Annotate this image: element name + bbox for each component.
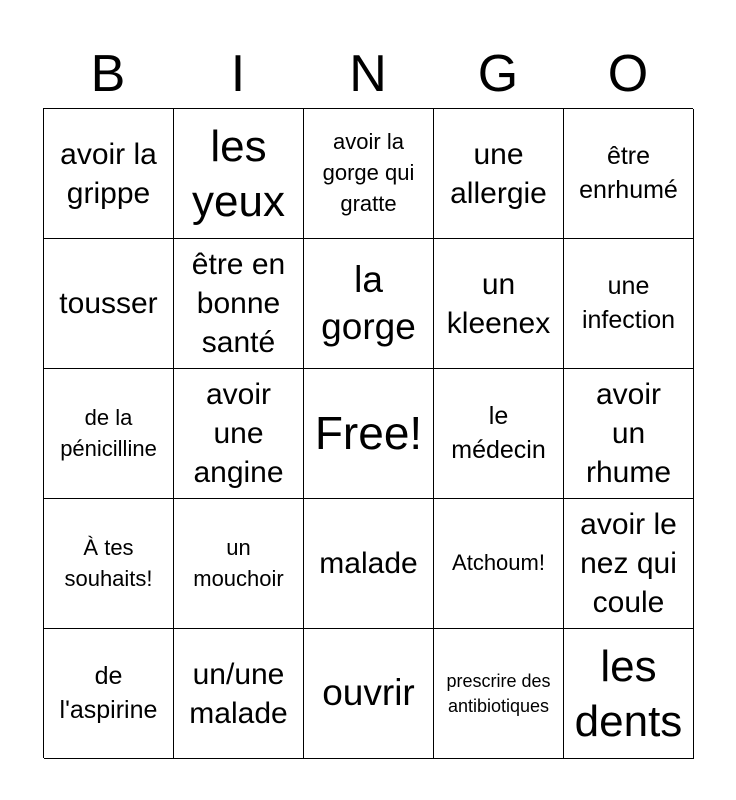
bingo-cell[interactable] — [564, 109, 694, 239]
bingo-cell[interactable] — [304, 499, 434, 629]
bingo-cell[interactable] — [304, 239, 434, 369]
bingo-cell[interactable] — [44, 499, 174, 629]
header-letter-o: O — [607, 45, 649, 103]
bingo-cell[interactable] — [44, 369, 174, 499]
bingo-cell[interactable] — [174, 369, 304, 499]
cell-text: avoir un rhume — [585, 378, 672, 489]
bingo-cell[interactable] — [564, 239, 694, 369]
cell-text: À tes souhaits! — [64, 534, 153, 591]
cell-text: malade — [319, 547, 418, 580]
bingo-cell[interactable] — [174, 109, 304, 239]
free-space[interactable] — [304, 369, 434, 499]
cell-text: le médecin — [451, 402, 546, 464]
bingo-cell[interactable] — [44, 109, 174, 239]
cell-text: prescrire des antibiotiques — [446, 671, 551, 716]
cell-text: un mouchoir — [193, 534, 284, 591]
cell-text: avoir une angine — [193, 378, 284, 489]
cell-text: ouvrir — [322, 672, 415, 714]
cell-text: une infection — [581, 272, 676, 334]
header-letter-n: N — [349, 45, 387, 103]
cell-text: être en bonne santé — [191, 248, 286, 359]
bingo-board — [43, 108, 693, 758]
free-space-text: Free! — [314, 406, 423, 459]
cell-text: la gorge — [321, 259, 416, 347]
cell-text: avoir la gorge qui gratte — [322, 129, 415, 216]
cell-text: avoir la grippe — [60, 137, 157, 210]
bingo-cell[interactable] — [564, 629, 694, 759]
bingo-cell[interactable] — [434, 629, 564, 759]
bingo-header — [43, 40, 693, 108]
bingo-cell[interactable] — [434, 109, 564, 239]
cell-text: les dents — [574, 641, 683, 746]
cell-text: un/une malade — [189, 657, 288, 730]
bingo-cell[interactable] — [44, 239, 174, 369]
bingo-cell[interactable] — [304, 109, 434, 239]
header-letter-b: B — [90, 45, 126, 103]
cell-text: une allergie — [450, 137, 547, 210]
cell-text: avoir le nez qui coule — [580, 508, 677, 619]
bingo-cell[interactable] — [564, 499, 694, 629]
cell-text: de la pénicilline — [60, 404, 157, 461]
bingo-cell[interactable] — [304, 629, 434, 759]
bingo-cell[interactable] — [174, 499, 304, 629]
header-letter-g: G — [477, 45, 519, 103]
bingo-cell[interactable] — [434, 499, 564, 629]
cell-text: un kleenex — [446, 267, 551, 340]
bingo-cell[interactable] — [174, 629, 304, 759]
header-letter-i: I — [230, 45, 246, 103]
bingo-cell[interactable] — [434, 239, 564, 369]
bingo-cell[interactable] — [44, 629, 174, 759]
cell-text: de l'aspirine — [59, 662, 158, 724]
bingo-cell[interactable] — [174, 239, 304, 369]
bingo-cell[interactable] — [434, 369, 564, 499]
cell-text: être enrhumé — [579, 142, 678, 204]
cell-text: Atchoum! — [452, 550, 545, 576]
cell-text: les yeux — [192, 121, 285, 226]
bingo-cell[interactable] — [564, 369, 694, 499]
cell-text: tousser — [59, 287, 158, 320]
